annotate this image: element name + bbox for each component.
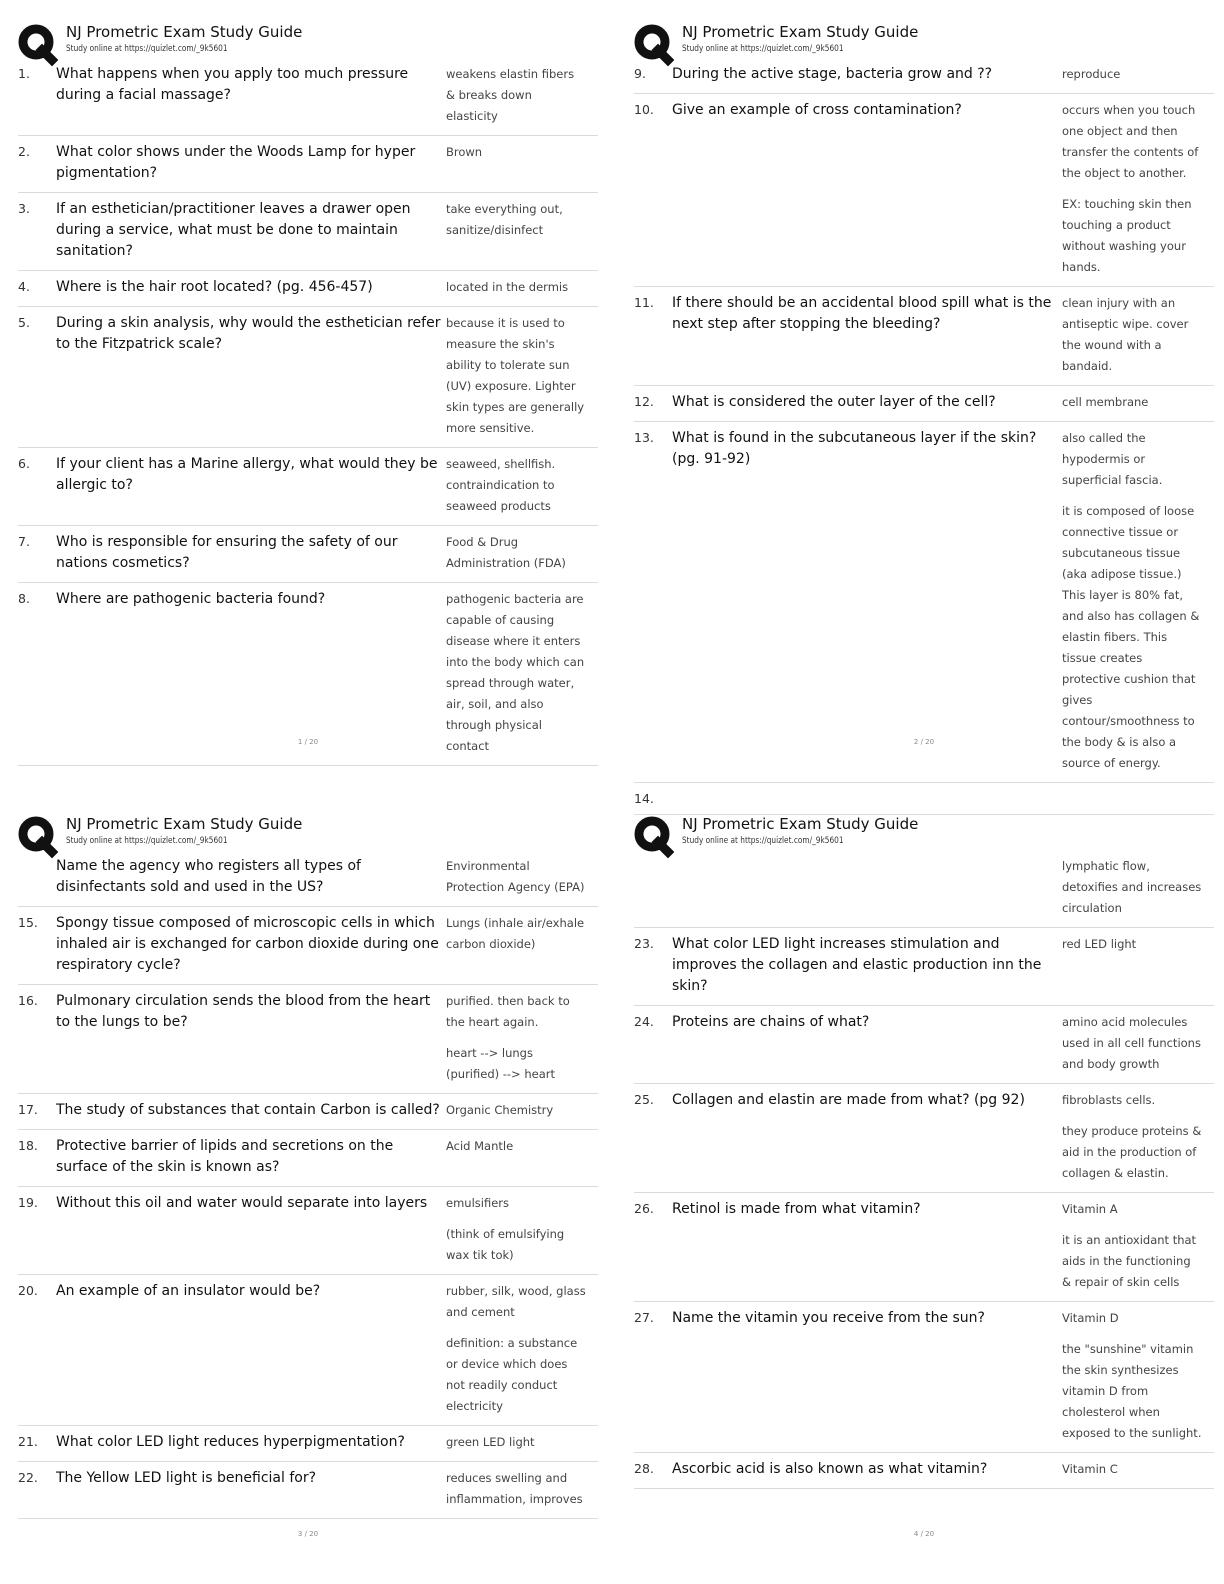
answer-paragraph: (think of emulsifying wax tik tok) — [446, 1227, 565, 1262]
answer-paragraph: also called the hypodermis or superficial fascia. — [1062, 431, 1163, 487]
question-number: 10. — [634, 102, 654, 117]
qa-row — [634, 783, 1214, 815]
question-number: 3. — [18, 201, 30, 216]
question-text: Protective barrier of lipids and secretions on the surface of the skin is known as? — [56, 1138, 394, 1175]
question-number: 21. — [18, 1434, 38, 1449]
answer-text — [1060, 293, 1202, 377]
answer-text — [444, 1100, 586, 1121]
answer-paragraph: Vitamin C — [1062, 1462, 1118, 1476]
answer-paragraph: because it is used to measure the skin's ability to tolerate sun (UV) exposure. Lighter skin types are generally more sensitive. — [446, 316, 585, 435]
qa-list — [18, 856, 598, 1519]
header-subtitle[interactable]: Study online at https://quizlet.com/_9k5601 — [66, 836, 228, 846]
answer-paragraph: amino acid molecules used in all cell functions and body growth — [1062, 1015, 1201, 1071]
question-number — [18, 856, 56, 898]
answer-text — [444, 142, 586, 184]
qa-row — [18, 1275, 598, 1426]
answer-text — [1060, 1308, 1202, 1444]
qa-row — [18, 136, 598, 193]
question-text: Name the vitamin you receive from the sun? — [672, 1310, 985, 1326]
question-text: What is found in the subcutaneous layer if the skin? (pg. 91-92) — [672, 430, 1037, 467]
answer-text — [444, 991, 586, 1085]
header-subtitle[interactable]: Study online at https://quizlet.com/_9k5601 — [682, 836, 844, 846]
question-text: If your client has a Marine allergy, what would they be allergic to? — [56, 456, 438, 493]
question-number: 6. — [18, 456, 30, 471]
quizlet-logo-icon — [634, 816, 672, 854]
answer-text — [1060, 1090, 1202, 1184]
question-number: 9. — [634, 66, 646, 81]
header-title: NJ Prometric Exam Study Guide — [66, 815, 303, 833]
quizlet-logo-icon — [634, 24, 672, 62]
qa-row — [18, 448, 598, 526]
question-text: What color shows under the Woods Lamp for hyper pigmentation? — [56, 144, 416, 181]
qa-list — [634, 64, 1214, 815]
answer-paragraph: Food & Drug Administration (FDA) — [446, 535, 566, 570]
question-text: Without this oil and water would separate into layers — [56, 1195, 428, 1211]
question-text: The Yellow LED light is beneficial for? — [56, 1470, 317, 1486]
answer-paragraph: reduces swelling and inflammation, improves — [446, 1471, 583, 1506]
question-number: 11. — [634, 295, 654, 310]
page-header — [18, 814, 598, 856]
answer-text — [444, 1193, 586, 1266]
question-number: 8. — [18, 591, 30, 606]
answer-paragraph: Vitamin A — [1062, 1202, 1118, 1216]
question-number — [634, 856, 672, 919]
page-number: 2 / 20 — [913, 738, 935, 746]
qa-row — [18, 193, 598, 271]
answer-text — [1060, 64, 1202, 85]
qa-row — [18, 856, 598, 907]
question-number: 26. — [634, 1201, 654, 1216]
answer-paragraph: Environmental Protection Agency (EPA) — [446, 859, 585, 894]
page-3 — [18, 814, 598, 1574]
qa-row — [18, 907, 598, 985]
question-number: 19. — [18, 1195, 38, 1210]
answer-text — [444, 856, 586, 898]
answer-text — [1060, 1012, 1202, 1075]
answer-text — [444, 1281, 586, 1417]
answer-text — [1060, 856, 1202, 919]
qa-row — [634, 287, 1214, 386]
qa-row — [18, 1187, 598, 1275]
question-text: Give an example of cross contamination? — [672, 102, 962, 118]
answer-paragraph: rubber, silk, wood, glass and cement — [446, 1284, 586, 1319]
qa-row — [634, 422, 1214, 783]
answer-paragraph: green LED light — [446, 1435, 535, 1449]
answer-paragraph: emulsifiers — [446, 1196, 509, 1210]
question-number: 23. — [634, 936, 654, 951]
question-text — [672, 856, 1060, 919]
qa-row — [634, 94, 1214, 287]
answer-paragraph: clean injury with an antiseptic wipe. cover the wound with a bandaid. — [1062, 296, 1189, 373]
question-text: Proteins are chains of what? — [672, 1014, 870, 1030]
qa-row — [18, 526, 598, 583]
quizlet-logo-icon — [18, 816, 56, 854]
question-number: 16. — [18, 993, 38, 1008]
question-number: 17. — [18, 1102, 38, 1117]
answer-text — [1060, 392, 1202, 413]
question-text: Spongy tissue composed of microscopic cells in which inhaled air is exchanged for carbon dioxide during one respiratory cycle? — [56, 915, 439, 973]
page-header — [18, 22, 598, 64]
question-text: Ascorbic acid is also known as what vitamin? — [672, 1461, 988, 1477]
question-text: Who is responsible for ensuring the safety of our nations cosmetics? — [56, 534, 398, 571]
question-text: During the active stage, bacteria grow and ?? — [672, 66, 993, 82]
page-number: 4 / 20 — [913, 1530, 935, 1538]
answer-paragraph: Vitamin D — [1062, 1311, 1119, 1325]
header-title: NJ Prometric Exam Study Guide — [682, 23, 919, 41]
question-text: What is considered the outer layer of the cell? — [672, 394, 996, 410]
question-text: What color LED light reduces hyperpigmentation? — [56, 1434, 405, 1450]
answer-text — [444, 1136, 586, 1178]
page-header — [634, 814, 1214, 856]
question-text: If there should be an accidental blood spill what is the next step after stopping the bleeding? — [672, 295, 1052, 332]
qa-row — [18, 1130, 598, 1187]
answer-paragraph: cell membrane — [1062, 395, 1149, 409]
answer-paragraph: the "sunshine" vitamin the skin synthesizes vitamin D from cholesterol when exposed to the sunlight. — [1062, 1342, 1202, 1440]
answer-paragraph: Acid Mantle — [446, 1139, 514, 1153]
question-number: 4. — [18, 279, 30, 294]
qa-row — [18, 271, 598, 307]
qa-row — [634, 856, 1214, 928]
answer-text — [444, 277, 586, 298]
answer-text — [1060, 789, 1202, 806]
answer-paragraph: pathogenic bacteria are capable of causing disease where it enters into the body which can spread through water, air, soil, and also through physical contact — [446, 592, 585, 753]
question-text: Pulmonary circulation sends the blood from the heart to the lungs to be? — [56, 993, 431, 1030]
question-number: 5. — [18, 315, 30, 330]
answer-text — [1060, 100, 1202, 278]
qa-row — [634, 1006, 1214, 1084]
answer-paragraph: weakens elastin fibers & breaks down elasticity — [446, 67, 575, 123]
question-text: The study of substances that contain Carbon is called? — [56, 1102, 440, 1118]
question-number: 13. — [634, 430, 654, 445]
question-number: 18. — [18, 1138, 38, 1153]
answer-paragraph: purified. then back to the heart again. — [446, 994, 570, 1029]
answer-paragraph: they produce proteins & aid in the production of collagen & elastin. — [1062, 1124, 1202, 1180]
question-number: 28. — [634, 1461, 654, 1476]
header-title: NJ Prometric Exam Study Guide — [682, 815, 919, 833]
question-text: Name the agency who registers all types of disinfectants sold and used in the US? — [56, 858, 361, 895]
qa-list — [18, 64, 598, 766]
answer-text — [1060, 1199, 1202, 1293]
question-number: 24. — [634, 1014, 654, 1029]
question-text — [672, 789, 1060, 806]
quizlet-logo-icon — [18, 24, 56, 62]
answer-paragraph: Organic Chemistry — [446, 1103, 554, 1117]
qa-row — [18, 1426, 598, 1462]
page-1 — [18, 22, 598, 782]
question-text: During a skin analysis, why would the esthetician refer to the Fitzpatrick scale? — [56, 315, 441, 352]
answer-text — [444, 532, 586, 574]
question-number: 2. — [18, 144, 30, 159]
question-number: 20. — [18, 1283, 38, 1298]
page-2 — [634, 22, 1214, 806]
question-text: An example of an insulator would be? — [56, 1283, 321, 1299]
answer-paragraph: it is an antioxidant that aids in the functioning & repair of skin cells — [1062, 1233, 1197, 1289]
answer-text — [1060, 1459, 1202, 1480]
question-number: 14. — [634, 791, 654, 806]
qa-row — [634, 928, 1214, 1006]
question-number: 22. — [18, 1470, 38, 1485]
qa-row — [634, 64, 1214, 94]
qa-row — [634, 1193, 1214, 1302]
question-text: Where is the hair root located? (pg. 456-457) — [56, 279, 373, 295]
answer-text — [1060, 428, 1202, 774]
answer-paragraph: lymphatic flow, detoxifies and increases circulation — [1062, 859, 1202, 915]
answer-text — [444, 1468, 586, 1510]
question-number: 7. — [18, 534, 30, 549]
qa-list — [634, 856, 1214, 1489]
answer-paragraph: located in the dermis — [446, 280, 569, 294]
question-text: What happens when you apply too much pressure during a facial massage? — [56, 66, 409, 103]
question-text: Where are pathogenic bacteria found? — [56, 591, 326, 607]
question-number: 15. — [18, 915, 38, 930]
answer-text — [444, 64, 586, 127]
question-text: Collagen and elastin are made from what? (pg 92) — [672, 1092, 1025, 1108]
answer-text — [444, 199, 586, 262]
answer-paragraph: fibroblasts cells. — [1062, 1093, 1156, 1107]
page-4 — [634, 814, 1214, 1574]
answer-paragraph: Brown — [446, 145, 483, 159]
question-number: 25. — [634, 1092, 654, 1107]
question-text: What color LED light increases stimulation and improves the collagen and elastic production inn the skin? — [672, 936, 1042, 994]
header-title: NJ Prometric Exam Study Guide — [66, 23, 303, 41]
header-subtitle[interactable]: Study online at https://quizlet.com/_9k5601 — [682, 44, 844, 54]
question-text: Retinol is made from what vitamin? — [672, 1201, 921, 1217]
question-number: 27. — [634, 1310, 654, 1325]
answer-paragraph: EX: touching skin then touching a product without washing your hands. — [1062, 197, 1192, 274]
answer-text — [444, 913, 586, 976]
answer-paragraph: it is composed of loose connective tissue or subcutaneous tissue (aka adipose tissue.) This layer is 80% fat, and also has collagen & elastin fibers. This tissue creates protective cushion that gives contour/smoothness to the body & is also a source of energy. — [1062, 504, 1200, 770]
page-number: 3 / 20 — [297, 1530, 319, 1538]
answer-paragraph: Lungs (inhale air/exhale carbon dioxide) — [446, 916, 585, 951]
answer-paragraph: heart --> lungs (purified) --> heart — [446, 1046, 555, 1081]
answer-paragraph: seaweed, shellfish. contraindication to seaweed products — [446, 457, 556, 513]
page-header — [634, 22, 1214, 64]
answer-text — [444, 1432, 586, 1453]
qa-row — [18, 1462, 598, 1519]
qa-row — [18, 985, 598, 1094]
answer-text — [444, 454, 586, 517]
qa-row — [634, 1302, 1214, 1453]
answer-text — [444, 589, 586, 757]
qa-row — [634, 386, 1214, 422]
page-number: 1 / 20 — [297, 738, 319, 746]
qa-row — [18, 64, 598, 136]
answer-paragraph: red LED light — [1062, 937, 1137, 951]
answer-paragraph: take everything out, sanitize/disinfect — [446, 202, 563, 237]
question-number: 12. — [634, 394, 654, 409]
qa-row — [634, 1453, 1214, 1489]
answer-text — [444, 313, 586, 439]
answer-text — [1060, 934, 1202, 997]
qa-row — [634, 1084, 1214, 1193]
qa-row — [18, 307, 598, 448]
answer-paragraph: reproduce — [1062, 67, 1121, 81]
answer-paragraph: occurs when you touch one object and then transfer the contents of the object to another. — [1062, 103, 1199, 180]
qa-row — [18, 1094, 598, 1130]
question-number: 1. — [18, 66, 30, 81]
answer-paragraph: definition: a substance or device which does not readily conduct electricity — [446, 1336, 578, 1413]
header-subtitle[interactable]: Study online at https://quizlet.com/_9k5601 — [66, 44, 228, 54]
question-text: If an esthetician/practitioner leaves a drawer open during a service, what must be done to maintain sanitation? — [56, 201, 411, 259]
